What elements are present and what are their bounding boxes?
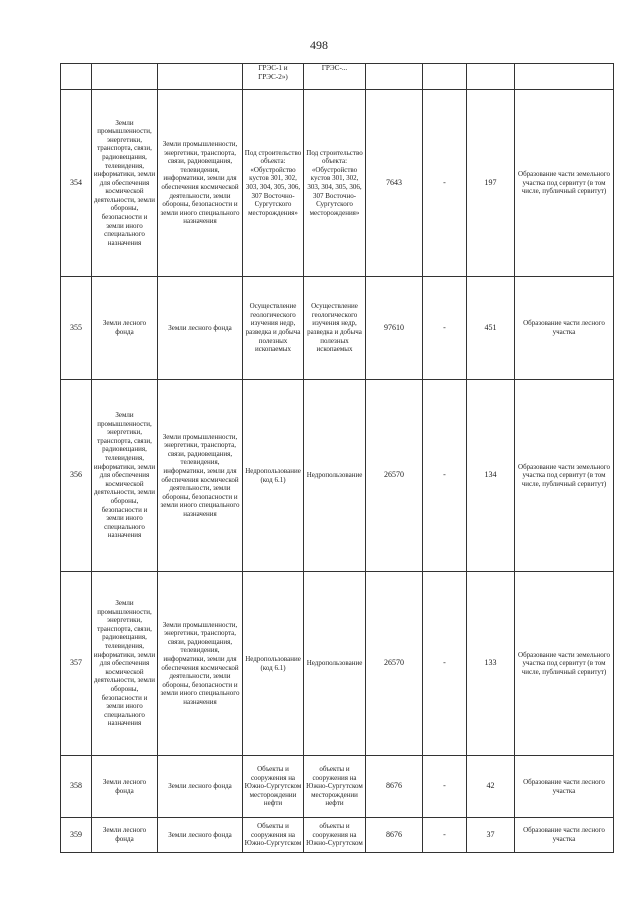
land-parcel-table: [60, 63, 614, 853]
cell-category-new: Земли лесного фонда: [158, 818, 243, 853]
cell-use-new: Недропользование: [304, 572, 366, 756]
cell-area: 8676: [366, 818, 423, 853]
cell-category-new: Земли промышленности, энергетики, транспорта, связи, радиовещания, телевидения, информатики, земли для обеспечения космической деятельности, земли обороны, безопасности и земли иного специального назначения: [158, 380, 243, 572]
cell-note: Образование части лесного участка: [515, 756, 614, 818]
cell-category-existing: Земли лесного фонда: [92, 277, 158, 380]
cell-category-new: Земли промышленности, энергетики, транспорта, связи, радиовещания, телевидения, информатики, земли для обеспечения космической деятельности, земли обороны, безопасности и земли иного специального назначения: [158, 90, 243, 277]
table-row: [61, 756, 614, 818]
cell-dash: -: [423, 572, 467, 756]
cell-use-existing: Недропользование (код 6.1): [243, 380, 304, 572]
cell-category-new: Земли лесного фонда: [158, 756, 243, 818]
cell-use-new: объекты и сооружения на Южно-Сургутском месторождении нефти: [304, 756, 366, 818]
cell-area: 8676: [366, 756, 423, 818]
table-row: [61, 90, 614, 277]
cell-category-existing: Земли промышленности, энергетики, транспорта, связи, радиовещания, телевидения, информатики, земли для обеспечения космической деятельности, земли обороны, безопасности и земли иного специального назначения: [92, 380, 158, 572]
page-number: 498: [310, 38, 328, 52]
cell-row-number: 358: [61, 756, 92, 818]
cell-dash: -: [423, 277, 467, 380]
cell-quantity: 197: [467, 90, 515, 277]
cell-category-existing: Земли лесного фонда: [92, 818, 158, 853]
cell-area: 7643: [366, 90, 423, 277]
cell-note: Образование части лесного участка: [515, 277, 614, 380]
cell-quantity: 37: [467, 818, 515, 853]
cell-row-number: 357: [61, 572, 92, 756]
table-row: [61, 277, 614, 380]
table-row: [61, 572, 614, 756]
table-row: [61, 818, 614, 853]
cell-row-number: 355: [61, 277, 92, 380]
cell-area: 26570: [366, 572, 423, 756]
cell-use-existing: Объекты и сооружения на Южно-Сургутском: [243, 818, 304, 853]
table-row: [61, 380, 614, 572]
cell-row-number: 356: [61, 380, 92, 572]
cell-category-existing: Земли лесного фонда: [92, 756, 158, 818]
cell-use-new: Осуществление геологического изучения недр, разведка и добыча полезных ископаемых: [304, 277, 366, 380]
cell-category-existing: Земли промышленности, энергетики, транспорта, связи, радиовещания, телевидения, информатики, земли для обеспечения космической деятельности, земли обороны, безопасности и земли иного специального назначения: [92, 90, 158, 277]
cell-row-number: 359: [61, 818, 92, 853]
cell-cont-use-existing: ГРЭС-1 и ГРЭС-2»): [243, 64, 304, 90]
cell-dash: -: [423, 380, 467, 572]
cell-cont-use-new: ГРЭС-...: [304, 64, 366, 90]
cell-category-new: Земли лесного фонда: [158, 277, 243, 380]
cell-category-existing: Земли промышленности, энергетики, транспорта, связи, радиовещания, телевидения, информатики, земли для обеспечения космической деятельности, земли обороны, безопасности и земли иного специального назначения: [92, 572, 158, 756]
cell-dash: -: [423, 818, 467, 853]
header-continuation-row: [61, 64, 614, 90]
cell-area: 97610: [366, 277, 423, 380]
cell-use-existing: Осуществление геологического изучения недр, разведка и добыча полезных ископаемых: [243, 277, 304, 380]
cell-use-new: Недропользование: [304, 380, 366, 572]
cell-quantity: 133: [467, 572, 515, 756]
cell-use-new: объекты и сооружения на Южно-Сургутском: [304, 818, 366, 853]
cell-note: Образование части земельного участка под сервитут (в том числе, публичный сервитут): [515, 90, 614, 277]
cell-quantity: 134: [467, 380, 515, 572]
cell-quantity: 42: [467, 756, 515, 818]
cell-note: Образование части земельного участка под сервитут (в том числе, публичный сервитут): [515, 572, 614, 756]
cell-use-new: Под строительство объекта: «Обустройство кустов 301, 302, 303, 304, 305, 306, 307 Восточно-Сургутского месторождения»: [304, 90, 366, 277]
cell-use-existing: Под строительство объекта: «Обустройство кустов 301, 302, 303, 304, 305, 306, 307 Восточно-Сургутского месторождения»: [243, 90, 304, 277]
cell-use-existing: Недропользование (код 6.1): [243, 572, 304, 756]
cell-dash: -: [423, 90, 467, 277]
cell-dash: -: [423, 756, 467, 818]
cell-note: Образование части земельного участка под сервитут (в том числе, публичный сервитут): [515, 380, 614, 572]
cell-category-new: Земли промышленности, энергетики, транспорта, связи, радиовещания, телевидения, информатики, земли для обеспечения космической деятельности, земли обороны, безопасности и земли иного специального назначения: [158, 572, 243, 756]
cell-quantity: 451: [467, 277, 515, 380]
cell-use-existing: Объекты и сооружения на Южно-Сургутском месторождении нефти: [243, 756, 304, 818]
cell-area: 26570: [366, 380, 423, 572]
cell-row-number: 354: [61, 90, 92, 277]
cell-note: Образование части лесного участка: [515, 818, 614, 853]
